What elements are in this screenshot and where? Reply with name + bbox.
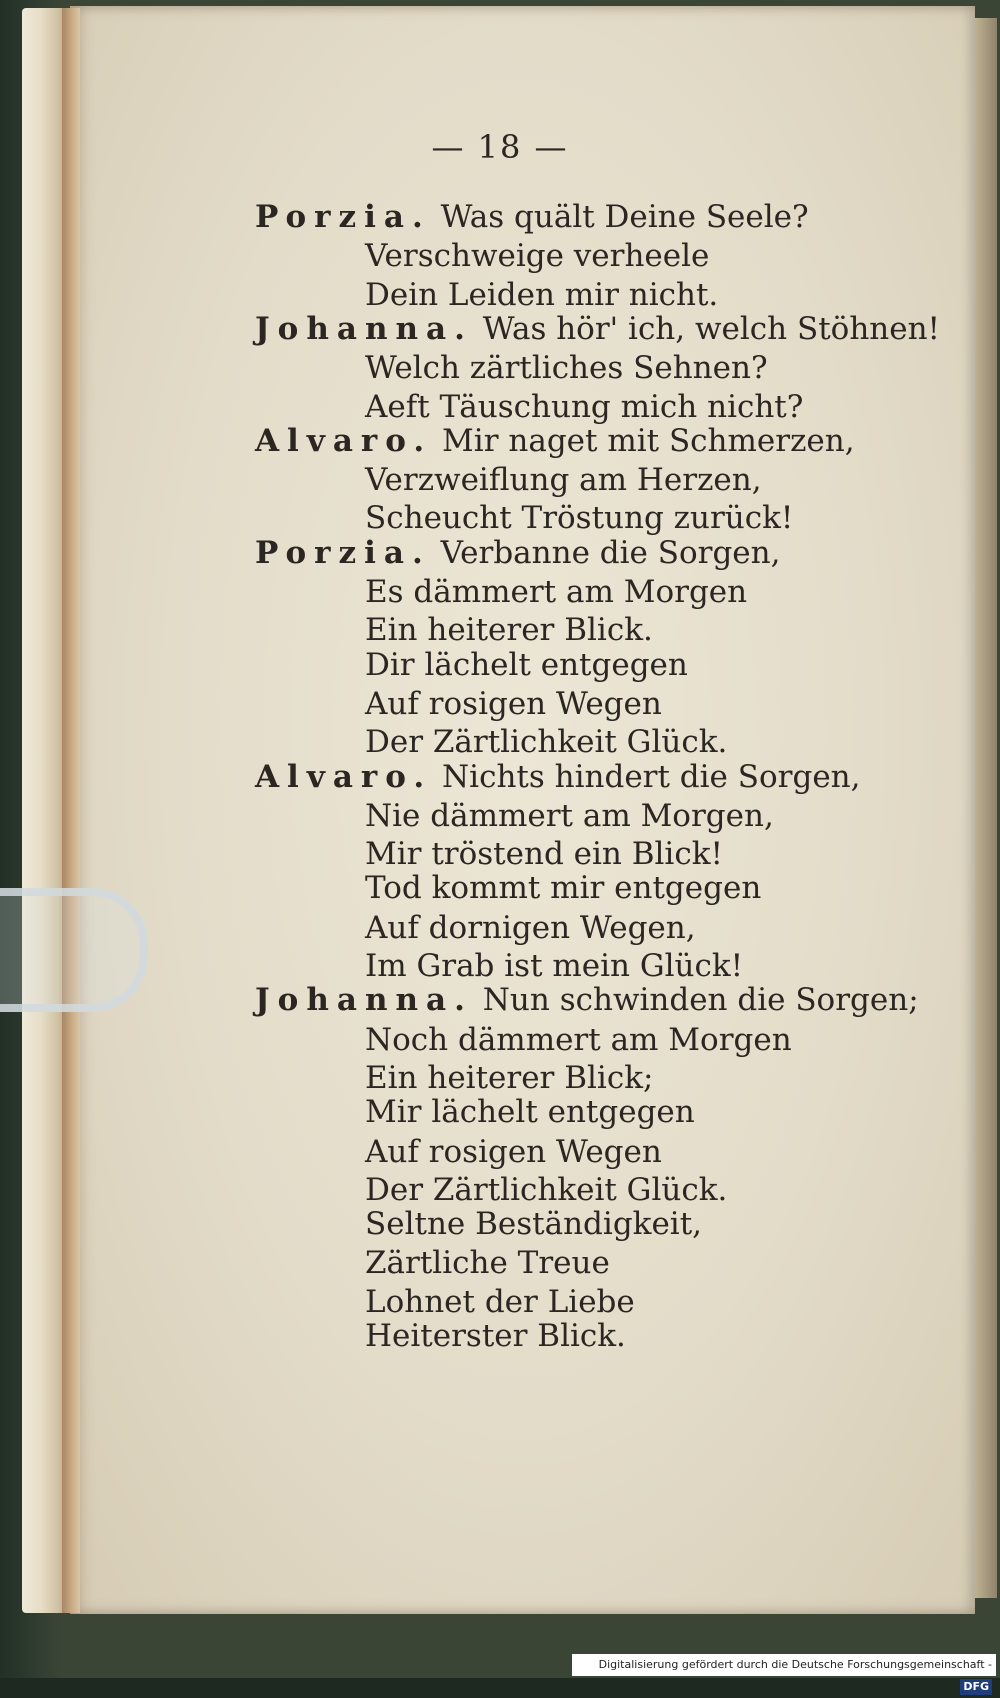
verse-text-line: Nie dämmert am Morgen, [365, 797, 774, 834]
verse-line [255, 310, 940, 348]
verse-text-line: Lohnet der Liebe [365, 1283, 635, 1320]
verse-line [365, 1059, 653, 1097]
verse-text-line: Mir tröstend ein Blick! [365, 836, 723, 873]
verse-line [255, 981, 919, 1019]
verse-line [365, 573, 747, 611]
verse-line [365, 1093, 695, 1131]
verse-line [365, 646, 688, 684]
verse-text-line: Der Zärtlichkeit Glück. [365, 724, 728, 761]
verse-line [365, 237, 709, 275]
verse-text-line: Scheucht Tröstung zurück! [365, 500, 794, 537]
verse-text-line: Seltne Beständigkeit, [365, 1206, 703, 1243]
verse-text-line: Ein heiterer Blick; [365, 1059, 654, 1096]
verse-line [255, 422, 855, 460]
verse-line [365, 1133, 662, 1171]
verse-line [365, 388, 803, 426]
verse-text-line: Verzweiflung am Herzen, [365, 462, 762, 499]
verse-text-line: Es dämmert am Morgen [365, 574, 748, 610]
verse-line [365, 1244, 610, 1282]
verse-text-line: Welch zärtliches Sehnen? [365, 350, 768, 387]
verse-text-line: Noch dämmert am Morgen [365, 1021, 792, 1058]
verse-text-line: Im Grab ist mein Glück! [365, 948, 744, 984]
verse-text-line: Mir lächelt entgegen [365, 1094, 695, 1131]
verse-text-line: Dir lächelt entgegen [365, 646, 688, 683]
book-gutter [62, 8, 80, 1613]
verse-text-line: Tod kommt mir entgegen [365, 870, 762, 907]
verse-text-line: Aeft Täuschung mich nicht? [365, 388, 804, 425]
verse-text-line: Heiterster Blick. [365, 1318, 626, 1354]
verse-line [365, 499, 793, 537]
paper-clip [0, 888, 148, 1012]
verse-text-line: Verschweige verheele [365, 238, 710, 275]
verse-line [255, 198, 809, 236]
verse-line [255, 758, 861, 796]
dfg-logo: DFG [960, 1679, 992, 1695]
verse-line [365, 797, 774, 835]
verse-text-line: Dein Leiden mir nicht. [365, 276, 719, 313]
verse-line [365, 835, 723, 873]
verse-line [365, 1021, 792, 1059]
verse-line [365, 1171, 727, 1209]
speaker-name: Alvaro. [255, 422, 433, 459]
verse-line [365, 1317, 626, 1355]
verse-text-line: Mir naget mit Schmerzen, [442, 422, 855, 459]
verse-text-line: Auf rosigen Wegen [365, 685, 662, 722]
verse-text-line: Nun schwinden die Sorgen; [482, 982, 919, 1019]
verse-line [365, 947, 743, 985]
verse-text-line: Verbanne die Sorgen, [440, 534, 781, 571]
verse-text-line: Was hör' ich, welch Stöhnen! [482, 310, 941, 347]
verse-text-line: Nichts hindert die Sorgen, [442, 758, 861, 795]
verse-text-line: Ein heiterer Blick. [365, 612, 653, 649]
verse-line [365, 685, 662, 723]
verse-line [365, 1205, 702, 1243]
speaker-name: Alvaro. [255, 758, 433, 795]
footer-text: Digitalisierung gefördert durch die Deutsche Forschungsgemeinschaft - [598, 1658, 992, 1671]
verse-text-line: Auf rosigen Wegen [365, 1133, 662, 1170]
verse-line [365, 723, 727, 761]
verse-line [365, 1283, 635, 1321]
verse-line [365, 349, 768, 387]
verse-text-line: Was quält Deine Seele? [440, 199, 809, 235]
verse-line [365, 909, 696, 947]
speaker-name: Johanna. [255, 982, 473, 1019]
verse-line [365, 276, 718, 314]
verse-text-line: Auf dornigen Wegen, [365, 909, 696, 946]
speaker-name: Porzia. [255, 534, 431, 571]
verse-line [365, 869, 761, 907]
verse-line [365, 461, 762, 499]
page-number: — 18 — [431, 128, 569, 166]
verse-text-line: Zärtliche Treue [365, 1245, 610, 1282]
speaker-name: Porzia. [255, 199, 431, 235]
book-edge-right [975, 18, 997, 1598]
speaker-name: Johanna. [255, 310, 473, 347]
verse-text-line: Der Zärtlichkeit Glück. [365, 1171, 728, 1208]
digitization-footer [572, 1654, 996, 1693]
verse-line [255, 534, 780, 572]
verse-line [365, 611, 653, 649]
